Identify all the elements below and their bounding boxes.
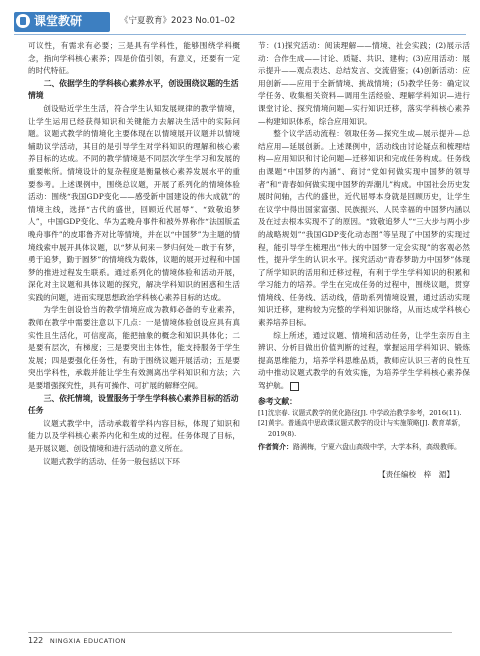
header-divider — [14, 34, 466, 35]
paragraph: 创设贴近学生生活，符合学生认知发展规律的教学情境，让学生运用已经获得知识和关键能力去解决生活中的实际问题。议题式教学的情境化主要体现在以情境展开议题并以情境辅助议学活动，其目的是引导学生对学科知识的理解和核心素养目标的达成。不同的教学情境是不同层次学生学习和发展的重要帐所。情境设计的复杂程度是衡量核心素养发展水平的重要参考。上述课例中，围绕总议题，开展了系列化的情境体验活动：围绕“我国GDP变化——感受新中国建设的伟大成就”的情境主线，选择“古代的盛世，回顾近代屈辱”、“致敬追梦人”，中国GDP变化、华为孟晚舟事件和被外界称作“法国版孟晚舟事件”的皮耶鲁齐对比等情境，并在以“中国梦”为主题的情境线索中展开具体议题，以“梦从何来－梦归何处－敢于有梦，勇于追梦，勤于圆梦”的情境线为载体，议题的展开过程和中国梦的推进过程发生联系。通过系列化的情境体验和活动开展，深化对主议题和具体议题的探究，解决学科知识的困惑和生活实践的问题，进而实现思想政治学科核心素养目标的达成。 — [28, 103, 240, 302]
paragraph: 为学生创设恰当的教学情境应成为教师必备的专业素养，教师在教学中需要注意以下几点：一是情境体验创设应具有真实性且生活化，可信度高，能把抽象的概念和知识具体化；二是要有层次，有梯度；三是要突出主体性，能支持服务于学生发展；四是要强化任务性，有助于围绕议题开展活动；五是要突出学科性，承载并能让学生有效测离出学科知识和方法；六是要增强探究性，具有可操作、可扩展的解释空间。 — [28, 305, 240, 391]
book-icon — [16, 14, 30, 28]
author-text: 路满梅，宁夏六盘山高级中学，大学本科，高级教师。 — [293, 443, 461, 452]
reference-item — [258, 408, 470, 419]
section-heading: 二、依据学生的学科核心素养水平，创设围绕议题的生活情境 — [28, 78, 239, 101]
right-body — [258, 40, 470, 393]
section-heading: 三、依托情境，设置服务于学生学科核心素养目标的活动任务 — [28, 393, 239, 416]
page-number: 122 — [28, 636, 44, 645]
editor-credit: 【责任编校 梓 湄】 — [378, 470, 454, 480]
page-footer — [28, 636, 126, 645]
left-column — [28, 40, 240, 468]
column-title: 课堂教研 — [34, 14, 83, 28]
page-header — [0, 0, 480, 40]
reference-item — [258, 418, 470, 439]
paragraph: 议题式教学的活动、任务一般包括以下环 — [43, 456, 180, 466]
journal-info: 《宁夏教育》2023 No.01–02 — [120, 16, 236, 26]
author-label: 作者简介： — [258, 443, 293, 452]
reference-index: [2] — [258, 419, 268, 428]
end-mark-icon — [290, 382, 299, 391]
reference-index: [1] — [258, 408, 268, 417]
paragraph: 可议性，有需求有必要；三是具有学科性，能够围绕学科概念，指向学科核心素养；四是价值引领，有意义，还要有一定的时代特征。 — [28, 41, 240, 76]
author-info — [258, 442, 470, 453]
references-heading: 参考文献： — [258, 396, 297, 406]
right-column — [258, 40, 470, 482]
paragraph: 议题式教学中，活动承载着学科内容目标，体现了知识和能力以及学科核心素养内化和生成的过程。任务体现了目标，是开展议题、创设情境和进行活动的意义所在。 — [28, 418, 240, 453]
paragraph: 综上所述，通过议题、情境和活动任务，让学生亲历自主辨识、分析目做出价值判断的过程，掌握运用学科知识、锻炼提高思维能力，培养学科思维品质，教师应认识三者的良性互动中推动议题式教学的有效实施，为培养学生学科核心素养保驾护航。 — [258, 330, 470, 391]
reference-text: 黄宇。普通高中思政课议题式教学的设计与实施策略[J]. 教育革新，2019(8). — [268, 419, 465, 438]
magazine-name: NINGXIA EDUCATION — [49, 637, 127, 645]
footer-divider — [28, 632, 452, 633]
reference-text: 沈宗春. 议题式教学的优化路径[J]. 中学政治教学参考，2016(11). — [268, 408, 462, 417]
references-list — [258, 408, 470, 440]
paragraph: 节：(1)探究活动：阅读理解——情境、社会实践；(2)展示活动：合作生成——讨论、质疑、共识、建构；(3)应用活动：展示提升——观点表达、总结发言、交流借鉴；(4)创新活动：应用创新——应用于全新情境、挑战情境；(5)教学任务：确定议学任务、收集相关资料—调用生活经验、理解学科知识—进行课堂讨论、探究情境问题—实行知识迁移，落实学科核心素养—构建知识体系，综合应用知识。 — [258, 41, 470, 126]
paragraph: 整个议学活动流程：领取任务—探究生成—展示提升—总结应用—延展创新。上述课例中，活动线由讨论疑点和梳理结构—应用知识和讨论问题—迁移知识和完成任务构成。任务线由课题“中国梦的内涵”、商讨“党如何做实现中国梦的领导者”和“青春如何做实现中国梦的弄潮儿”构成。中国社会历史发展时间轴，古代的盛世，近代屈辱本身就是回顾历史，让学生在议学中得出国家富强、民族振兴、人民幸福的中国梦内涵以及在过去根本实现不了的原因。“致敬追梦人”“三大步与两小步的战略规划”“我国GDP变化动态图”等呈现了中国梦的实现过程，能引导学生梳理出“伟大的中国梦一定会实现”的客观必然性，提升学生的认识水平。探究活动“青春梦助力中国梦”体现了所学知识的活用和迁移过程，有利于学生学科知识的积累和学习能力的培养。学生在完成任务的过程中，围绕议题，贯穿情境线、任务线、活动线，借助系列情境设置，通过活动实现知识迁移，建构较为完整的学科知识脉络，从而达成学科核心素养培养目标。 — [258, 129, 470, 328]
